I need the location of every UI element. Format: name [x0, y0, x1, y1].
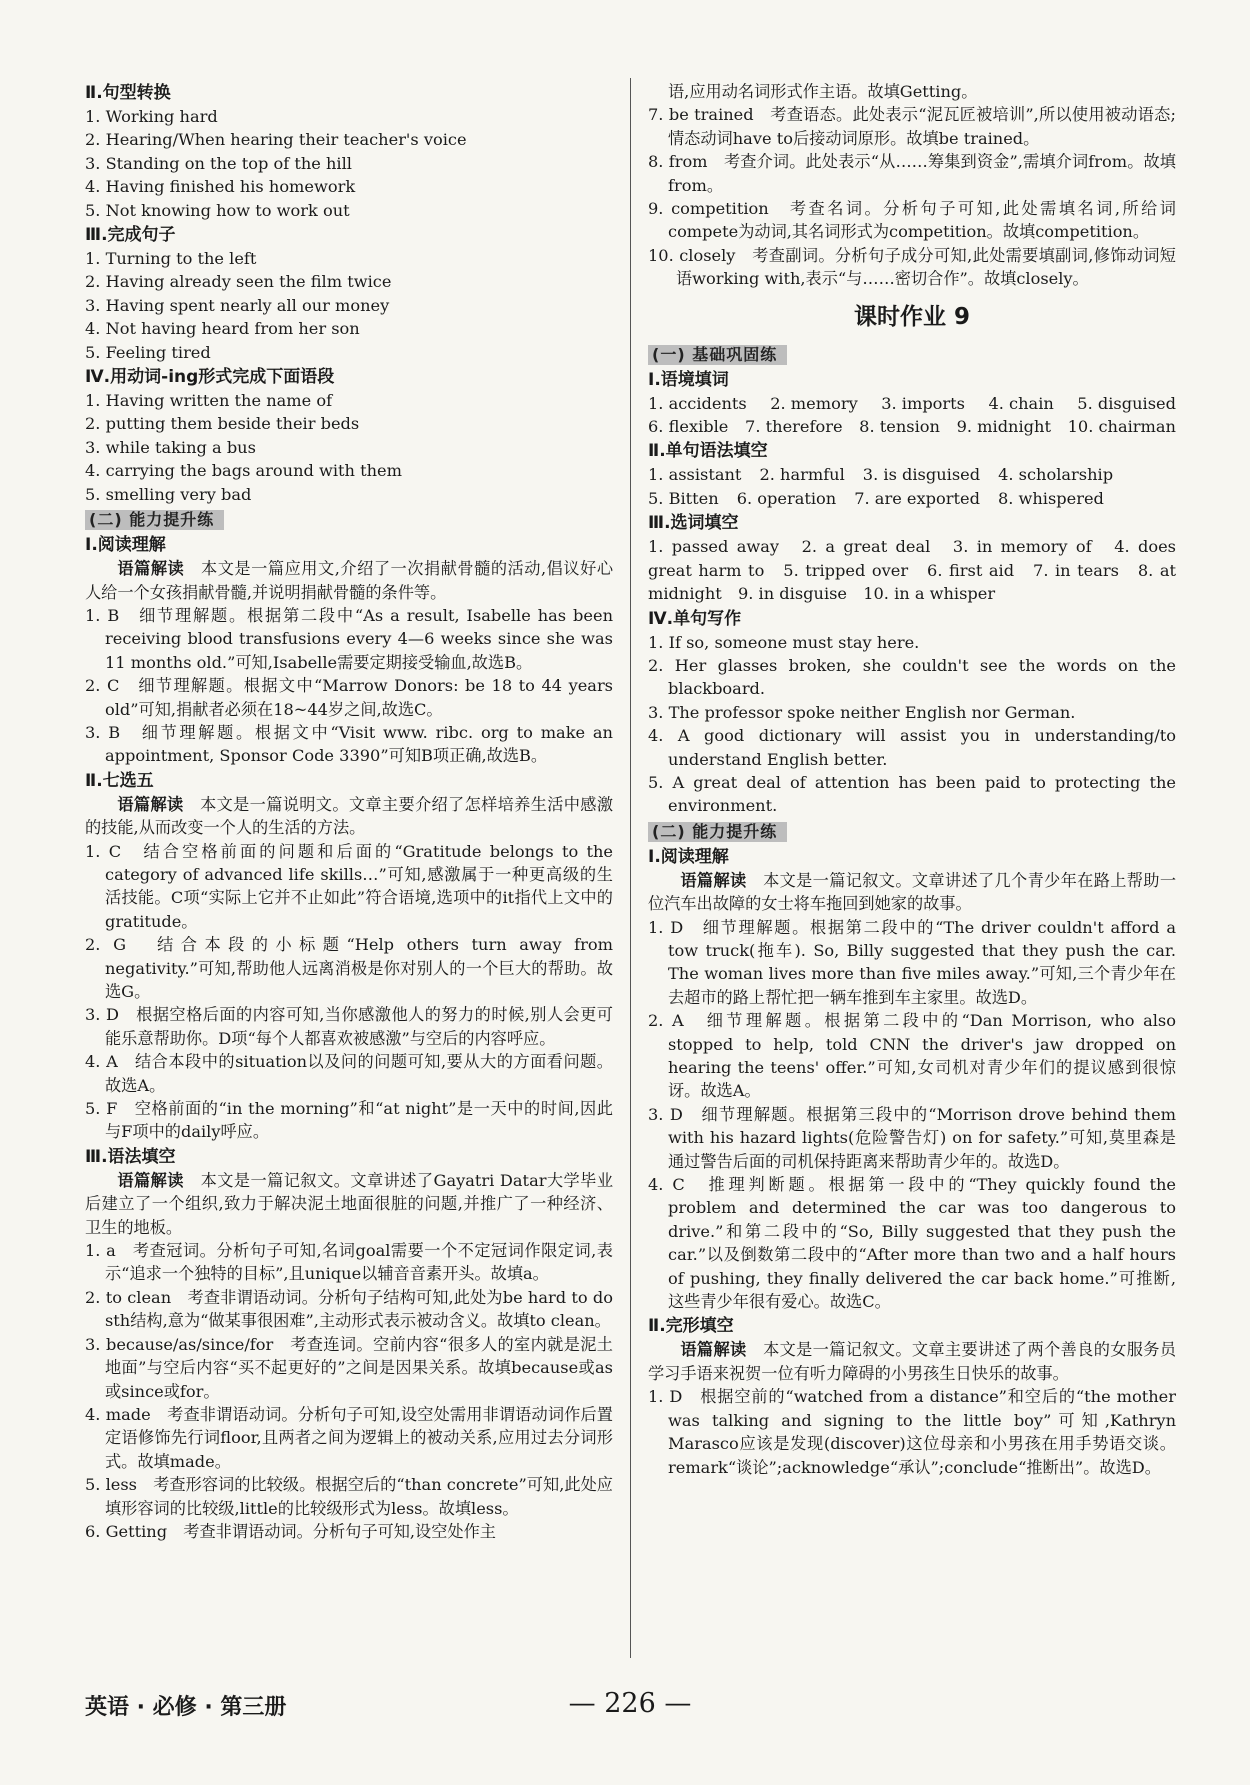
answer-item: 5. smelling very bad	[85, 484, 252, 504]
section-heading: Ⅰ.阅读理解	[85, 535, 166, 556]
answer-list	[85, 105, 613, 222]
answer-item: 5. less 考查形容词的比较级。根据空后的“than concrete”可知,此处应填形容词的比较级,little的比较级形式为less。故填less。	[85, 1475, 613, 1518]
answer-item: 1. assistant	[648, 465, 742, 485]
section-band: (一) 基础巩固练	[648, 345, 787, 365]
answer-item: 3. D 根据空格后面的内容可知,当你感激他人的努力的时候,别人会更可能乐意帮助你。D项“每个人都喜欢被感激”与空后的内容呼应。	[85, 1005, 613, 1048]
answer-item: 7. be trained 考查语态。此处表示“泥瓦匠被培训”,所以使用被动语态;情态动词have to后接动词原形。故填be trained。	[648, 105, 1176, 148]
answer-item: 4. A 结合本段中的situation以及问的问题可知,要从大的方面看问题。故选A。	[85, 1052, 613, 1095]
answer-item: 8. from 考查介词。此处表示“从……筹集到资金”,需填介词from。故填from。	[648, 152, 1176, 195]
page-footer	[85, 1690, 1175, 1730]
summary-label: 语篇解读	[117, 559, 185, 579]
answer-row	[648, 415, 1176, 438]
answer-item: 2. C 细节理解题。根据文中“Marrow Donors: be 18 to 44 years old”可知,捐献者必须在18~44岁之间,故选C。	[85, 676, 613, 719]
answer-item: 3. imports	[881, 393, 965, 413]
section-heading: Ⅱ.单句语法填空	[648, 441, 768, 462]
answer-item: 10. closely 考查副词。分析句子成分可知,此处需要填副词,修饰动词短语working with,表示“与……密切合作”。故填closely。	[648, 245, 1176, 289]
answer-item: 2. A 细节理解题。根据第二段中的“Dan Morrison, who also stopped to help, told CNN the driver's jaw dropped on hearing the teens' offer.”可知,女司机对青少年们的提议感到很惊讶。故选A。	[648, 1011, 1176, 1101]
answer-item: 5. Not knowing how to work out	[85, 200, 350, 220]
passage-summary	[648, 869, 1176, 916]
answer-item: 4. Not having heard from her son	[85, 319, 360, 339]
answer-item: 3. Having spent nearly all our money	[85, 295, 390, 315]
answer-item: 4. C 推理判断题。根据第一段中的“They quickly found the problem and determined the car was too dangerous to drive.”和第二段中的“So, Billy suggested that they push the car.”以及倒数第二段中的“After more than two and a half hours of pushing, they finally delivered the car back home.”可推断,这些青少年很有爱心。故选C。	[648, 1175, 1176, 1312]
answer-item: 6. operation	[736, 488, 837, 508]
answer-text: 1. passed away 2. a great deal 3. in memory of 4. does great harm to 5. tripped over 6. first aid 7. in tears 8. at midnight 9. in disguise 10. in a whisper	[648, 537, 1176, 604]
answer-item: 4. scholarship	[998, 465, 1114, 485]
section-heading: Ⅲ.选词填空	[648, 513, 739, 534]
section-band: (二) 能力提升练	[85, 510, 224, 530]
summary-text: 本文是一篇应用文,介绍了一次捐献骨髓的活动,倡议好心人给一个女孩捐献骨髓,并说明捐献骨髓的条件等。	[85, 559, 614, 602]
answer-item: 3. is disguised	[862, 465, 981, 485]
answer-item: 3. while taking a bus	[85, 437, 256, 457]
answer-item: 5. F 空格前面的“in the morning”和“at night”是一天中的时间,因此与F项中的daily呼应。	[85, 1099, 613, 1142]
answer-item: 1. Turning to the left	[85, 249, 257, 269]
answer-item: 1. Working hard	[85, 107, 218, 126]
answer-item: 5. Feeling tired	[85, 342, 211, 362]
answer-item: 4. chain	[988, 393, 1054, 413]
summary-text: 本文是一篇记叙文。文章主要讲述了两个善良的女服务员学习手语来祝贺一位有听力障碍的小男孩生日快乐的故事。	[648, 1340, 1177, 1383]
answer-item: 6. flexible	[648, 417, 729, 437]
section-heading: Ⅱ.完形填空	[648, 1316, 734, 1337]
section-heading: Ⅰ.语境填词	[648, 369, 729, 390]
answer-item: 3. The professor spoke neither English nor German.	[648, 702, 1076, 722]
answer-item: 1. a 考查冠词。分析句子可知,名词goal需要一个不定冠词作限定词,表示“追求一个独特的目标”,且unique以辅音音素开头。故填a。	[85, 1241, 613, 1284]
section-heading: Ⅱ.句型转换	[85, 83, 171, 103]
summary-text: 本文是一篇记叙文。文章讲述了Gayatri Datar大学毕业后建立了一个组织,致力于解决泥土地面很脏的问题,并推广了一种经济、卫生的地板。	[85, 1170, 614, 1237]
answer-item: 4. Having finished his homework	[85, 177, 356, 197]
answer-item: 1. D 细节理解题。根据第二段中的“The driver couldn't afford a tow truck(拖车). So, Billy suggested that they push the car. The woman lives more than five miles away.”可知,三个青少年在去超市的路上帮忙把一辆车推到车主家里。故选D。	[648, 917, 1176, 1007]
answer-item: 2. Having already seen the film twice	[85, 272, 392, 292]
passage-summary	[85, 557, 613, 604]
answer-row	[648, 487, 1176, 510]
homework-title: 课时作业 9	[853, 303, 970, 330]
page-number: — 226 —	[568, 1688, 692, 1719]
answer-item: 2. G 结合本段的小标题“Help others turn away from negativity.”可知,帮助他人远离消极是你对别人的一个巨大的帮助。故选G。	[85, 935, 613, 1001]
section-heading: Ⅰ.阅读理解	[648, 846, 729, 867]
answer-item: 3. B 细节理解题。根据文中“Visit www. ribc. org to make an appointment, Sponsor Code 3390”可知B项正确,故选B。	[85, 722, 613, 766]
column-divider	[630, 78, 631, 1658]
summary-label: 语篇解读	[680, 870, 747, 890]
section-heading: Ⅳ.用动词-ing形式完成下面语段	[85, 367, 335, 388]
answer-row	[648, 392, 1176, 415]
answer-item: 1. accidents	[648, 393, 747, 413]
section-heading: Ⅳ.单句写作	[648, 608, 742, 629]
answer-item: 2. putting them beside their beds	[85, 414, 360, 434]
section-heading: Ⅲ.完成句子	[85, 225, 176, 246]
summary-text: 本文是一篇说明文。文章主要介绍了怎样培养生活中感激的技能,从而改变一个人的生活的方法。	[85, 794, 614, 838]
answer-list	[85, 247, 613, 364]
left-column	[85, 80, 613, 1543]
answer-item: 1. If so, someone must stay here.	[648, 632, 920, 652]
answer-item: 10. chairman	[1067, 417, 1176, 437]
answer-item: 3. because/as/since/for 考查连词。空前内容“很多人的室内就是泥土地面”与空后内容“买不起更好的”之间是因果关系。故填because或as或since或for。	[85, 1334, 613, 1401]
section-heading: Ⅱ.七选五	[85, 770, 154, 791]
answer-item: 5. A great deal of attention has been paid to protecting the environment.	[648, 772, 1176, 816]
answer-item: 2. Hearing/When hearing their teacher's voice	[85, 130, 467, 150]
answer-item: 7. therefore	[745, 417, 843, 437]
answer-item: 2. memory	[770, 393, 858, 413]
summary-label: 语篇解读	[117, 1170, 184, 1190]
answer-continuation: 语,应用动名词形式作主语。故填Getting。	[668, 82, 978, 101]
section-heading: Ⅲ.语法填空	[85, 1146, 176, 1167]
summary-label: 语篇解读	[117, 794, 184, 814]
answer-item: 5. Bitten	[648, 488, 719, 508]
answer-item: 5. disguised	[1077, 393, 1176, 413]
answer-item: 9. competition 考查名词。分析句子可知,此处需填名词,所给词compete为动词,其名词形式为competition。故填competition。	[648, 199, 1176, 242]
answer-item: 3. D 细节理解题。根据第三段中的“Morrison drove behind them with his hazard lights(危险警告灯) on for safety.”可知,莫里森是通过警告后面的司机保持距离来帮助青少年的。故选D。	[648, 1104, 1176, 1171]
answer-item: 2. to clean 考查非谓语动词。分析句子结构可知,此处为be hard to do sth结构,意为“做某事很困难”,主动形式表示被动含义。故填to clean。	[85, 1287, 613, 1331]
answer-item: 2. harmful	[759, 465, 845, 485]
section-band: (二) 能力提升练	[648, 822, 787, 842]
answer-item: 6. Getting 考查非谓语动词。分析句子可知,设空处作主	[85, 1521, 496, 1541]
answer-item: 4. A good dictionary will assist you in understanding/to understand English better.	[648, 726, 1176, 769]
answer-list	[85, 389, 613, 506]
answer-item: 7. are exported	[854, 488, 980, 508]
answer-item: 8. tension	[859, 417, 940, 437]
summary-text: 本文是一篇记叙文。文章讲述了几个青少年在路上帮助一位汽车出故障的女士将车拖回到她家的故事。	[648, 870, 1177, 914]
answer-item: 1. D 根据空前的“watched from a distance”和空后的“the mother was talking and signing to the little boy”可知,Kathryn Marasco应该是发现(discover)这位母亲和小男孩在用手势语交谈。remark“谈论”;acknowledge“承认”;conclude“推断出”。故选D。	[648, 1387, 1176, 1477]
answer-item: 4. carrying the bags around with them	[85, 461, 402, 481]
book-title: 英语 · 必修 · 第三册	[85, 1695, 287, 1720]
passage-summary	[85, 793, 613, 840]
passage-summary	[85, 1169, 613, 1239]
answer-item: 1. B 细节理解题。根据第二段中“As a result, Isabelle has been receiving blood transfusions every 4—6 weeks since she was 11 months old.”可知,Isabelle需要定期接受输血,故选B。	[85, 605, 613, 672]
answer-item: 4. made 考查非谓语动词。分析句子可知,设空处需用非谓语动词作后置定语修饰先行词floor,且两者之间为逻辑上的被动关系,应用过去分词形式。故填made。	[85, 1404, 613, 1471]
answer-item: 9. midnight	[956, 417, 1051, 437]
answer-item: 3. Standing on the top of the hill	[85, 153, 352, 173]
summary-label: 语篇解读	[680, 1340, 747, 1360]
answer-item: 1. C 结合空格前面的问题和后面的“Gratitude belongs to the category of advanced life skills…”可知,感激属于一种更高级的生活技能。C项“实际上它并不止如此”符合语境,选项中的it指代上文中的gratitude。	[85, 841, 613, 931]
answer-row	[648, 463, 1176, 486]
right-column	[648, 80, 1176, 1479]
answer-item: 2. Her glasses broken, she couldn't see the words on the blackboard.	[648, 655, 1176, 699]
answer-item: 1. Having written the name of	[85, 391, 333, 411]
passage-summary	[648, 1338, 1176, 1385]
answer-item: 8. whispered	[997, 488, 1104, 508]
